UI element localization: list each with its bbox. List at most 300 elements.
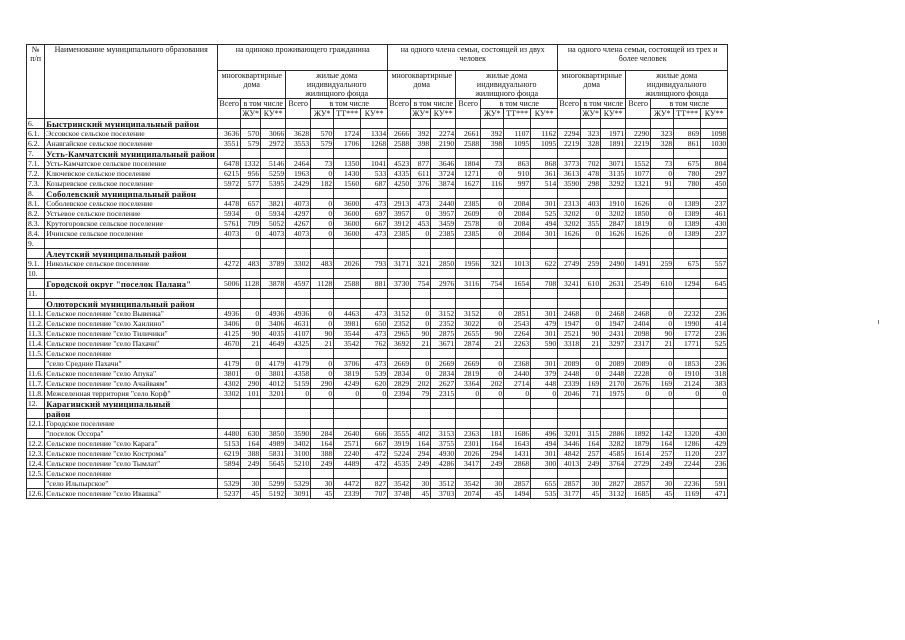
district-row xyxy=(27,399,728,409)
value-cell: 21 xyxy=(241,339,261,349)
value-cell: 3551 xyxy=(218,139,241,149)
value-cell xyxy=(674,289,701,299)
value-cell xyxy=(361,289,388,299)
allowance-table xyxy=(26,44,728,499)
value-cell: 514 xyxy=(531,179,558,189)
value-cell xyxy=(481,349,504,359)
value-cell xyxy=(601,149,626,159)
value-cell: 5153 xyxy=(218,439,241,449)
row-number: 11.8. xyxy=(28,388,43,398)
value-cell: 73 xyxy=(651,159,674,169)
value-cell: 1686 xyxy=(504,429,531,439)
table-row xyxy=(27,159,728,169)
value-cell: 90 xyxy=(481,329,504,339)
value-cell: 2875 xyxy=(431,329,456,339)
value-cell xyxy=(601,239,626,249)
value-cell: 2448 xyxy=(558,369,581,379)
value-cell xyxy=(388,469,411,479)
municipality-name: Сельское поселение "село Пахачи" xyxy=(45,339,218,349)
row-number: 11. xyxy=(27,289,45,299)
value-cell: 5761 xyxy=(218,219,241,229)
row-number: 10. xyxy=(27,269,45,279)
value-cell xyxy=(504,269,531,279)
value-cell xyxy=(361,119,388,129)
value-cell xyxy=(626,289,651,299)
value-cell xyxy=(651,119,674,129)
value-cell: 0 xyxy=(481,369,504,379)
value-cell: 0 xyxy=(311,369,334,379)
value-cell: 754 xyxy=(481,279,504,289)
value-cell: 2857 xyxy=(558,479,581,489)
value-cell xyxy=(411,289,431,299)
value-cell: 1286 xyxy=(674,439,701,449)
value-cell: 0 xyxy=(481,169,504,179)
header-izhs-2: жилые дома индивидуального жилищного фонда xyxy=(456,71,558,99)
value-cell: 2666 xyxy=(388,129,411,139)
header-mkd-1: многоквартирные дома xyxy=(218,71,286,99)
value-cell: 3406 xyxy=(261,319,286,329)
value-cell: 3671 xyxy=(431,339,456,349)
value-cell: 301 xyxy=(531,199,558,209)
row-number: 11.6. xyxy=(28,368,43,378)
value-cell: 90 xyxy=(581,329,601,339)
value-cell: 1947 xyxy=(601,319,626,329)
row-number: 8.1. xyxy=(27,199,45,209)
value-cell: 3801 xyxy=(218,369,241,379)
value-cell: 1804 xyxy=(456,159,481,169)
value-cell: 164 xyxy=(651,439,674,449)
value-cell: 1956 xyxy=(456,259,481,269)
value-cell: 430 xyxy=(701,429,728,439)
value-cell: 0 xyxy=(651,209,674,219)
value-cell: 1120 xyxy=(674,449,701,459)
header-incl: в том числе xyxy=(651,99,728,109)
value-cell: 881 xyxy=(361,279,388,289)
value-cell: 1320 xyxy=(674,429,701,439)
value-cell xyxy=(261,269,286,279)
table-row xyxy=(27,279,728,289)
value-cell xyxy=(651,409,674,419)
value-cell: 2264 xyxy=(504,329,531,339)
value-cell: 0 xyxy=(481,229,504,239)
municipality-name: Сельское поселение "село Кострома" xyxy=(45,449,218,459)
value-cell: 73 xyxy=(481,159,504,169)
value-cell xyxy=(674,469,701,479)
header-zhu: ЖУ* xyxy=(582,109,600,118)
value-cell xyxy=(431,299,456,309)
value-cell xyxy=(558,469,581,479)
value-cell xyxy=(504,349,531,359)
table-row xyxy=(27,489,728,499)
value-cell xyxy=(241,419,261,429)
value-cell: 2170 xyxy=(601,379,626,389)
row-number xyxy=(27,299,45,309)
value-cell xyxy=(674,419,701,429)
municipality-name: Быстринский муниципальный район xyxy=(45,119,218,129)
value-cell: 3241 xyxy=(558,279,581,289)
value-cell: 403 xyxy=(581,199,601,209)
value-cell: 2874 xyxy=(456,339,481,349)
municipality-name xyxy=(45,289,218,299)
value-cell: 0 xyxy=(241,209,261,219)
value-cell: 4597 xyxy=(286,279,311,289)
value-cell: 3542 xyxy=(388,479,411,489)
value-cell xyxy=(701,289,728,299)
row-number: 7.2. xyxy=(27,169,45,179)
value-cell: 90 xyxy=(651,329,674,339)
value-cell xyxy=(218,419,241,429)
value-cell: 300 xyxy=(531,459,558,469)
header-total: Всего xyxy=(388,99,411,119)
value-cell xyxy=(431,119,456,129)
value-cell xyxy=(456,119,481,129)
value-cell: 298 xyxy=(581,179,601,189)
value-cell xyxy=(286,189,311,199)
value-cell: 4302 xyxy=(218,379,241,389)
value-cell: 237 xyxy=(701,449,728,459)
municipality-name: Олюторский муниципальный район xyxy=(45,299,218,309)
value-cell xyxy=(651,189,674,199)
value-cell: 0 xyxy=(311,309,334,319)
value-cell xyxy=(261,409,286,419)
value-cell xyxy=(481,119,504,129)
value-cell: 2857 xyxy=(626,479,651,489)
header-total: Всего xyxy=(626,99,651,119)
header-zhu: ЖУ* xyxy=(412,109,430,118)
value-cell: 0 xyxy=(241,319,261,329)
value-cell: 45 xyxy=(411,489,431,499)
value-cell xyxy=(651,299,674,309)
table-row xyxy=(27,219,728,229)
value-cell: 301 xyxy=(531,359,558,369)
value-cell xyxy=(581,419,601,429)
value-cell: 4930 xyxy=(431,449,456,459)
value-cell xyxy=(601,399,626,409)
value-cell: 388 xyxy=(241,449,261,459)
value-cell: 762 xyxy=(361,339,388,349)
value-cell: 379 xyxy=(531,369,558,379)
value-cell xyxy=(241,269,261,279)
value-cell xyxy=(674,409,701,419)
municipality-name: Городское поселение xyxy=(45,419,218,429)
value-cell: 2240 xyxy=(334,449,361,459)
value-cell xyxy=(286,399,311,409)
value-cell: 3628 xyxy=(286,129,311,139)
value-cell xyxy=(334,189,361,199)
value-cell: 3706 xyxy=(334,359,361,369)
value-cell xyxy=(218,269,241,279)
value-cell: 2098 xyxy=(626,329,651,339)
row-number: 8.4. xyxy=(27,229,45,239)
value-cell: 2714 xyxy=(504,379,531,389)
value-cell: 780 xyxy=(674,179,701,189)
value-cell: 2609 xyxy=(456,209,481,219)
value-cell: 4480 xyxy=(218,429,241,439)
row-number xyxy=(27,279,45,289)
row-number: 12.3. xyxy=(28,448,44,458)
value-cell: 4073 xyxy=(218,229,241,239)
value-cell: 4335 xyxy=(388,169,411,179)
municipality-name: Карагинский муниципальный xyxy=(45,399,218,409)
value-cell: 249 xyxy=(481,459,504,469)
value-cell: 90 xyxy=(311,329,334,339)
value-cell xyxy=(456,419,481,429)
value-cell: 1098 xyxy=(701,129,728,139)
value-cell xyxy=(558,409,581,419)
value-cell: 1321 xyxy=(626,179,651,189)
row-number: 11.1. xyxy=(28,308,43,318)
value-cell: 3152 xyxy=(431,309,456,319)
value-cell: 0 xyxy=(481,219,504,229)
value-cell xyxy=(651,469,674,479)
header-ku: КУ** xyxy=(261,109,286,119)
value-cell xyxy=(311,119,334,129)
value-cell: 1627 xyxy=(456,179,481,189)
value-cell xyxy=(651,149,674,159)
value-cell: 249 xyxy=(411,459,431,469)
value-cell: 697 xyxy=(361,209,388,219)
value-cell xyxy=(558,349,581,359)
header-ku: КУ** xyxy=(431,109,456,119)
header-mkd-2: многоквартирные дома xyxy=(388,71,456,99)
value-cell: 79 xyxy=(411,389,431,399)
value-cell xyxy=(388,349,411,359)
value-cell: 4179 xyxy=(218,359,241,369)
value-cell xyxy=(311,409,334,419)
header-zhu: ЖУ* xyxy=(311,109,334,119)
value-cell: 3459 xyxy=(431,219,456,229)
value-cell xyxy=(504,299,531,309)
row-number: 8.3. xyxy=(27,219,45,229)
value-cell: 328 xyxy=(651,139,674,149)
value-cell: 388 xyxy=(311,449,334,459)
value-cell: 0 xyxy=(651,199,674,209)
value-cell: 2655 xyxy=(456,329,481,339)
value-cell xyxy=(481,419,504,429)
value-cell: 3364 xyxy=(456,379,481,389)
value-cell xyxy=(431,469,456,479)
municipality-name: Алеутский муниципальный район xyxy=(45,249,218,259)
value-cell xyxy=(481,189,504,199)
value-cell: 0 xyxy=(241,229,261,239)
value-cell: 0 xyxy=(311,169,334,179)
value-cell: 91 xyxy=(651,179,674,189)
value-cell: 590 xyxy=(531,339,558,349)
value-cell: 2847 xyxy=(601,219,626,229)
value-cell: 1334 xyxy=(361,129,388,139)
value-cell: 877 xyxy=(411,159,431,169)
value-cell xyxy=(241,469,261,479)
value-cell: 666 xyxy=(361,429,388,439)
value-cell xyxy=(456,399,481,409)
value-cell xyxy=(311,349,334,359)
value-cell xyxy=(674,399,701,409)
value-cell xyxy=(581,409,601,419)
value-cell: 2232 xyxy=(674,309,701,319)
value-cell: 3135 xyxy=(601,169,626,179)
value-cell: 2468 xyxy=(601,309,626,319)
value-cell: 1626 xyxy=(601,229,626,239)
table-row xyxy=(27,199,728,209)
value-cell: 473 xyxy=(361,329,388,339)
value-cell: 297 xyxy=(701,169,728,179)
value-cell: 4358 xyxy=(286,369,311,379)
value-cell: 3282 xyxy=(601,439,626,449)
value-cell: 2886 xyxy=(601,429,626,439)
header-ku: КУ** xyxy=(701,109,728,119)
value-cell: 6215 xyxy=(218,169,241,179)
value-cell xyxy=(388,249,411,259)
value-cell: 3773 xyxy=(558,159,581,169)
municipality-name: Сельское поселение xyxy=(45,349,218,359)
value-cell xyxy=(241,409,261,419)
value-cell: 321 xyxy=(411,259,431,269)
value-cell: 2294 xyxy=(558,129,581,139)
value-cell xyxy=(241,299,261,309)
value-cell xyxy=(261,349,286,359)
value-cell xyxy=(581,119,601,129)
value-cell: 494 xyxy=(531,439,558,449)
row-number xyxy=(27,479,45,489)
value-cell: 5329 xyxy=(286,479,311,489)
municipality-name: Усть-Камчатское сельское поселение xyxy=(45,159,218,169)
value-cell: 610 xyxy=(581,279,601,289)
table-row xyxy=(27,259,728,269)
value-cell: 0 xyxy=(651,369,674,379)
value-cell: 2588 xyxy=(456,139,481,149)
value-cell: 3201 xyxy=(558,429,581,439)
value-cell: 3542 xyxy=(456,479,481,489)
row-number: 8.2. xyxy=(27,209,45,219)
value-cell: 3153 xyxy=(431,429,456,439)
value-cell: 0 xyxy=(701,389,728,399)
value-cell: 473 xyxy=(361,199,388,209)
value-cell: 2352 xyxy=(388,319,411,329)
value-cell: 2190 xyxy=(431,139,456,149)
value-cell xyxy=(626,409,651,419)
value-cell: 3302 xyxy=(218,389,241,399)
value-cell: 4842 xyxy=(558,449,581,459)
value-cell: 4649 xyxy=(261,339,286,349)
value-cell: 4989 xyxy=(261,439,286,449)
value-cell: 259 xyxy=(651,259,674,269)
value-cell: 2521 xyxy=(558,329,581,339)
value-cell: 754 xyxy=(411,279,431,289)
value-cell: 1431 xyxy=(504,449,531,459)
value-cell: 687 xyxy=(361,179,388,189)
value-cell: 2468 xyxy=(558,309,581,319)
value-cell: 3406 xyxy=(218,319,241,329)
row-number: 7. xyxy=(27,149,45,159)
table-row xyxy=(27,369,728,379)
value-cell: 3646 xyxy=(431,159,456,169)
value-cell xyxy=(431,269,456,279)
value-cell: 315 xyxy=(581,429,601,439)
value-cell xyxy=(531,469,558,479)
value-cell: 3512 xyxy=(431,479,456,489)
table-row xyxy=(27,129,728,139)
header-izhs-1: жилые дома индивидуального жилищного фонда xyxy=(286,71,388,99)
value-cell: 655 xyxy=(531,479,558,489)
value-cell: 2313 xyxy=(558,199,581,209)
value-cell: 461 xyxy=(701,209,728,219)
value-cell: 3297 xyxy=(601,339,626,349)
value-cell: 398 xyxy=(411,139,431,149)
value-cell xyxy=(626,469,651,479)
value-cell: 2385 xyxy=(388,229,411,239)
value-cell: 1910 xyxy=(674,369,701,379)
municipality-name: Ичинское сельское поселение xyxy=(45,229,218,239)
header-tt: ТТ*** xyxy=(674,109,701,119)
value-cell: 2913 xyxy=(388,199,411,209)
value-cell: 1947 xyxy=(558,319,581,329)
value-cell: 3821 xyxy=(261,199,286,209)
header-total: Всего xyxy=(218,99,241,119)
header-name: Наименование муниципального образования xyxy=(45,45,218,119)
value-cell: 45 xyxy=(581,489,601,499)
value-cell: 4012 xyxy=(261,379,286,389)
value-cell: 1332 xyxy=(241,159,261,169)
value-cell: 0 xyxy=(651,309,674,319)
value-cell xyxy=(558,249,581,259)
row-number: 9. xyxy=(27,239,45,249)
value-cell: 4073 xyxy=(286,199,311,209)
value-cell: 2084 xyxy=(504,229,531,239)
value-cell: 2089 xyxy=(601,359,626,369)
value-cell: 4179 xyxy=(286,359,311,369)
value-cell xyxy=(218,239,241,249)
value-cell xyxy=(361,189,388,199)
value-cell: 4107 xyxy=(286,329,311,339)
header-total: Всего xyxy=(558,99,581,119)
value-cell: 355 xyxy=(581,219,601,229)
value-cell xyxy=(581,289,601,299)
value-cell xyxy=(218,299,241,309)
value-cell: 2448 xyxy=(601,369,626,379)
value-cell: 257 xyxy=(651,449,674,459)
value-cell xyxy=(456,289,481,299)
value-cell xyxy=(411,149,431,159)
value-cell: 3022 xyxy=(456,319,481,329)
value-cell xyxy=(241,289,261,299)
value-cell: 318 xyxy=(701,369,728,379)
value-cell: 290 xyxy=(311,379,334,389)
value-cell: 2490 xyxy=(601,259,626,269)
value-cell: 4250 xyxy=(388,179,411,189)
value-cell: 202 xyxy=(411,379,431,389)
value-cell: 804 xyxy=(701,159,728,169)
value-cell xyxy=(701,149,728,159)
value-cell xyxy=(261,149,286,159)
value-cell: 1041 xyxy=(361,159,388,169)
value-cell: 450 xyxy=(701,179,728,189)
value-cell: 1879 xyxy=(626,439,651,449)
table-row xyxy=(27,339,728,349)
value-cell: 1095 xyxy=(531,139,558,149)
district-row xyxy=(27,119,728,129)
value-cell: 5224 xyxy=(388,449,411,459)
value-cell xyxy=(504,399,531,409)
row-number: 6. xyxy=(27,119,45,129)
value-cell: 5395 xyxy=(261,179,286,189)
value-cell: 0 xyxy=(311,319,334,329)
value-cell: 21 xyxy=(411,339,431,349)
value-cell: 249 xyxy=(241,459,261,469)
table-row xyxy=(27,479,728,489)
value-cell: 414 xyxy=(701,319,728,329)
value-cell: 2046 xyxy=(558,389,581,399)
value-cell: 4249 xyxy=(334,379,361,389)
